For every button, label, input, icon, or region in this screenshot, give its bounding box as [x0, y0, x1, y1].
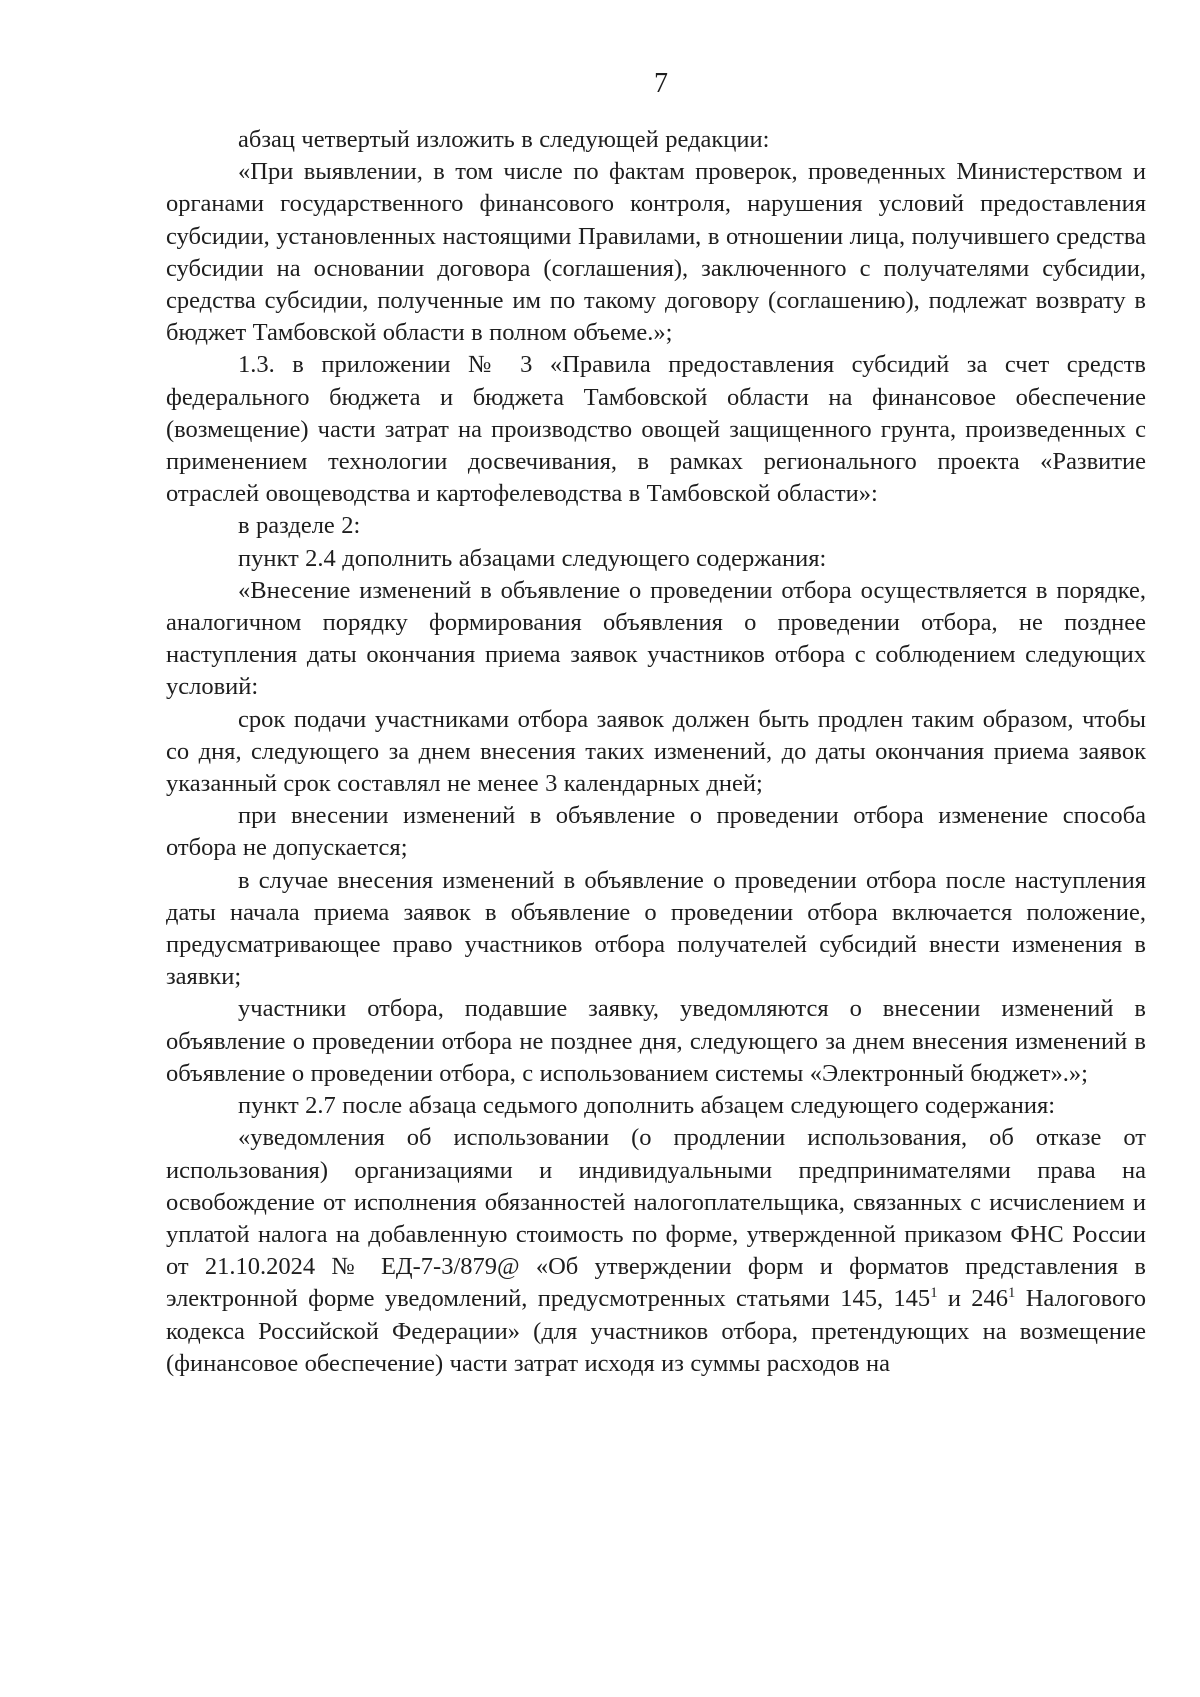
paragraph-8: при внесении изменений в объявление о проведении отбора изменение способа отбора не допускается;: [166, 802, 1146, 862]
paragraph-12-part3: Налогового кодекса Российской Федерации» (для участников отбора, претендующих на возмещение (финансовое обеспечение) части затрат исходя из суммы расходов на: [166, 1285, 1146, 1377]
paragraph-9: в случае внесения изменений в объявление о проведении отбора после наступления даты начала приема заявок в объявление о проведении отбора включается положение, предусматривающее право участников отбора получателей субсидий внести изменения в заявки;: [166, 866, 1146, 991]
superscript-2: 1: [1008, 1285, 1016, 1302]
paragraph-3: 1.3. в приложении № 3 «Правила предоставления субсидий за счет средств федерального бюджета и бюджета Тамбовской области на финансовое обеспечение (возмещение) части затрат на производство овощей защищенного грунта, произведенных с применением технологии досвечивания, в рамках регионального проекта «Развитие отраслей овощеводства и картофелеводства в Тамбовской области»:: [166, 351, 1146, 508]
paragraph-10: участники отбора, подавшие заявку, уведомляются о внесении изменений в объявление о проведении отбора не позднее дня, следующего за днем внесения изменений в объявление о проведении отбора, с использованием системы «Электронный бюджет».»;: [166, 995, 1146, 1087]
paragraph-2: «При выявлении, в том числе по фактам проверок, проведенных Министерством и органами государственного финансового контроля, нарушения условий предоставления субсидии, установленных настоящими Правилами, в отношении лица, получившего средства субсидии на основании договора (соглашения), заключенного с получателями субсидии, средства субсидии, полученные им по такому договору (соглашению), подлежат возврату в бюджет Тамбовской области в полном объеме.»;: [166, 158, 1146, 347]
page-number: 7: [654, 68, 668, 99]
paragraph-11: пункт 2.7 после абзаца седьмого дополнить абзацем следующего содержания:: [238, 1092, 1056, 1120]
paragraph-4: в разделе 2:: [238, 512, 361, 540]
paragraph-1: абзац четвертый изложить в следующей редакции:: [238, 126, 770, 153]
paragraph-7: срок подачи участниками отбора заявок должен быть продлен таким образом, чтобы со дня, следующего за днем внесения таких изменений, до даты окончания приема заявок указанный срок составлял не менее 3 календарных дней;: [166, 705, 1146, 798]
paragraph-12-part1: «уведомления об использовании (о продлении использования, об отказе от использования) организациями и индивидуальными предпринимателями права на освобождение от исполнения обязанностей налогоплательщика, связанных с исчислением и уплатой налога на добавленную стоимость по форме, утвержденной приказом ФНС России от 21.10.2024 № ЕД-7-3/879@ «Об утверждении форм и форматов представления в электронной форме уведомлений, предусмотренных статьями 145, 145: [166, 1124, 1146, 1313]
paragraph-12-part2: и 246: [937, 1285, 1009, 1313]
paragraph-6: «Внесение изменений в объявление о проведении отбора осуществляется в порядке, аналогичном порядку формирования объявления о проведении отбора, не позднее наступления даты окончания приема заявок участников отбора с соблюдением следующих условий:: [166, 576, 1146, 701]
paragraph-12: [166, 1122, 1146, 1380]
superscript-1: 1: [930, 1285, 938, 1302]
paragraph-5: пункт 2.4 дополнить абзацами следующего содержания:: [238, 544, 827, 572]
